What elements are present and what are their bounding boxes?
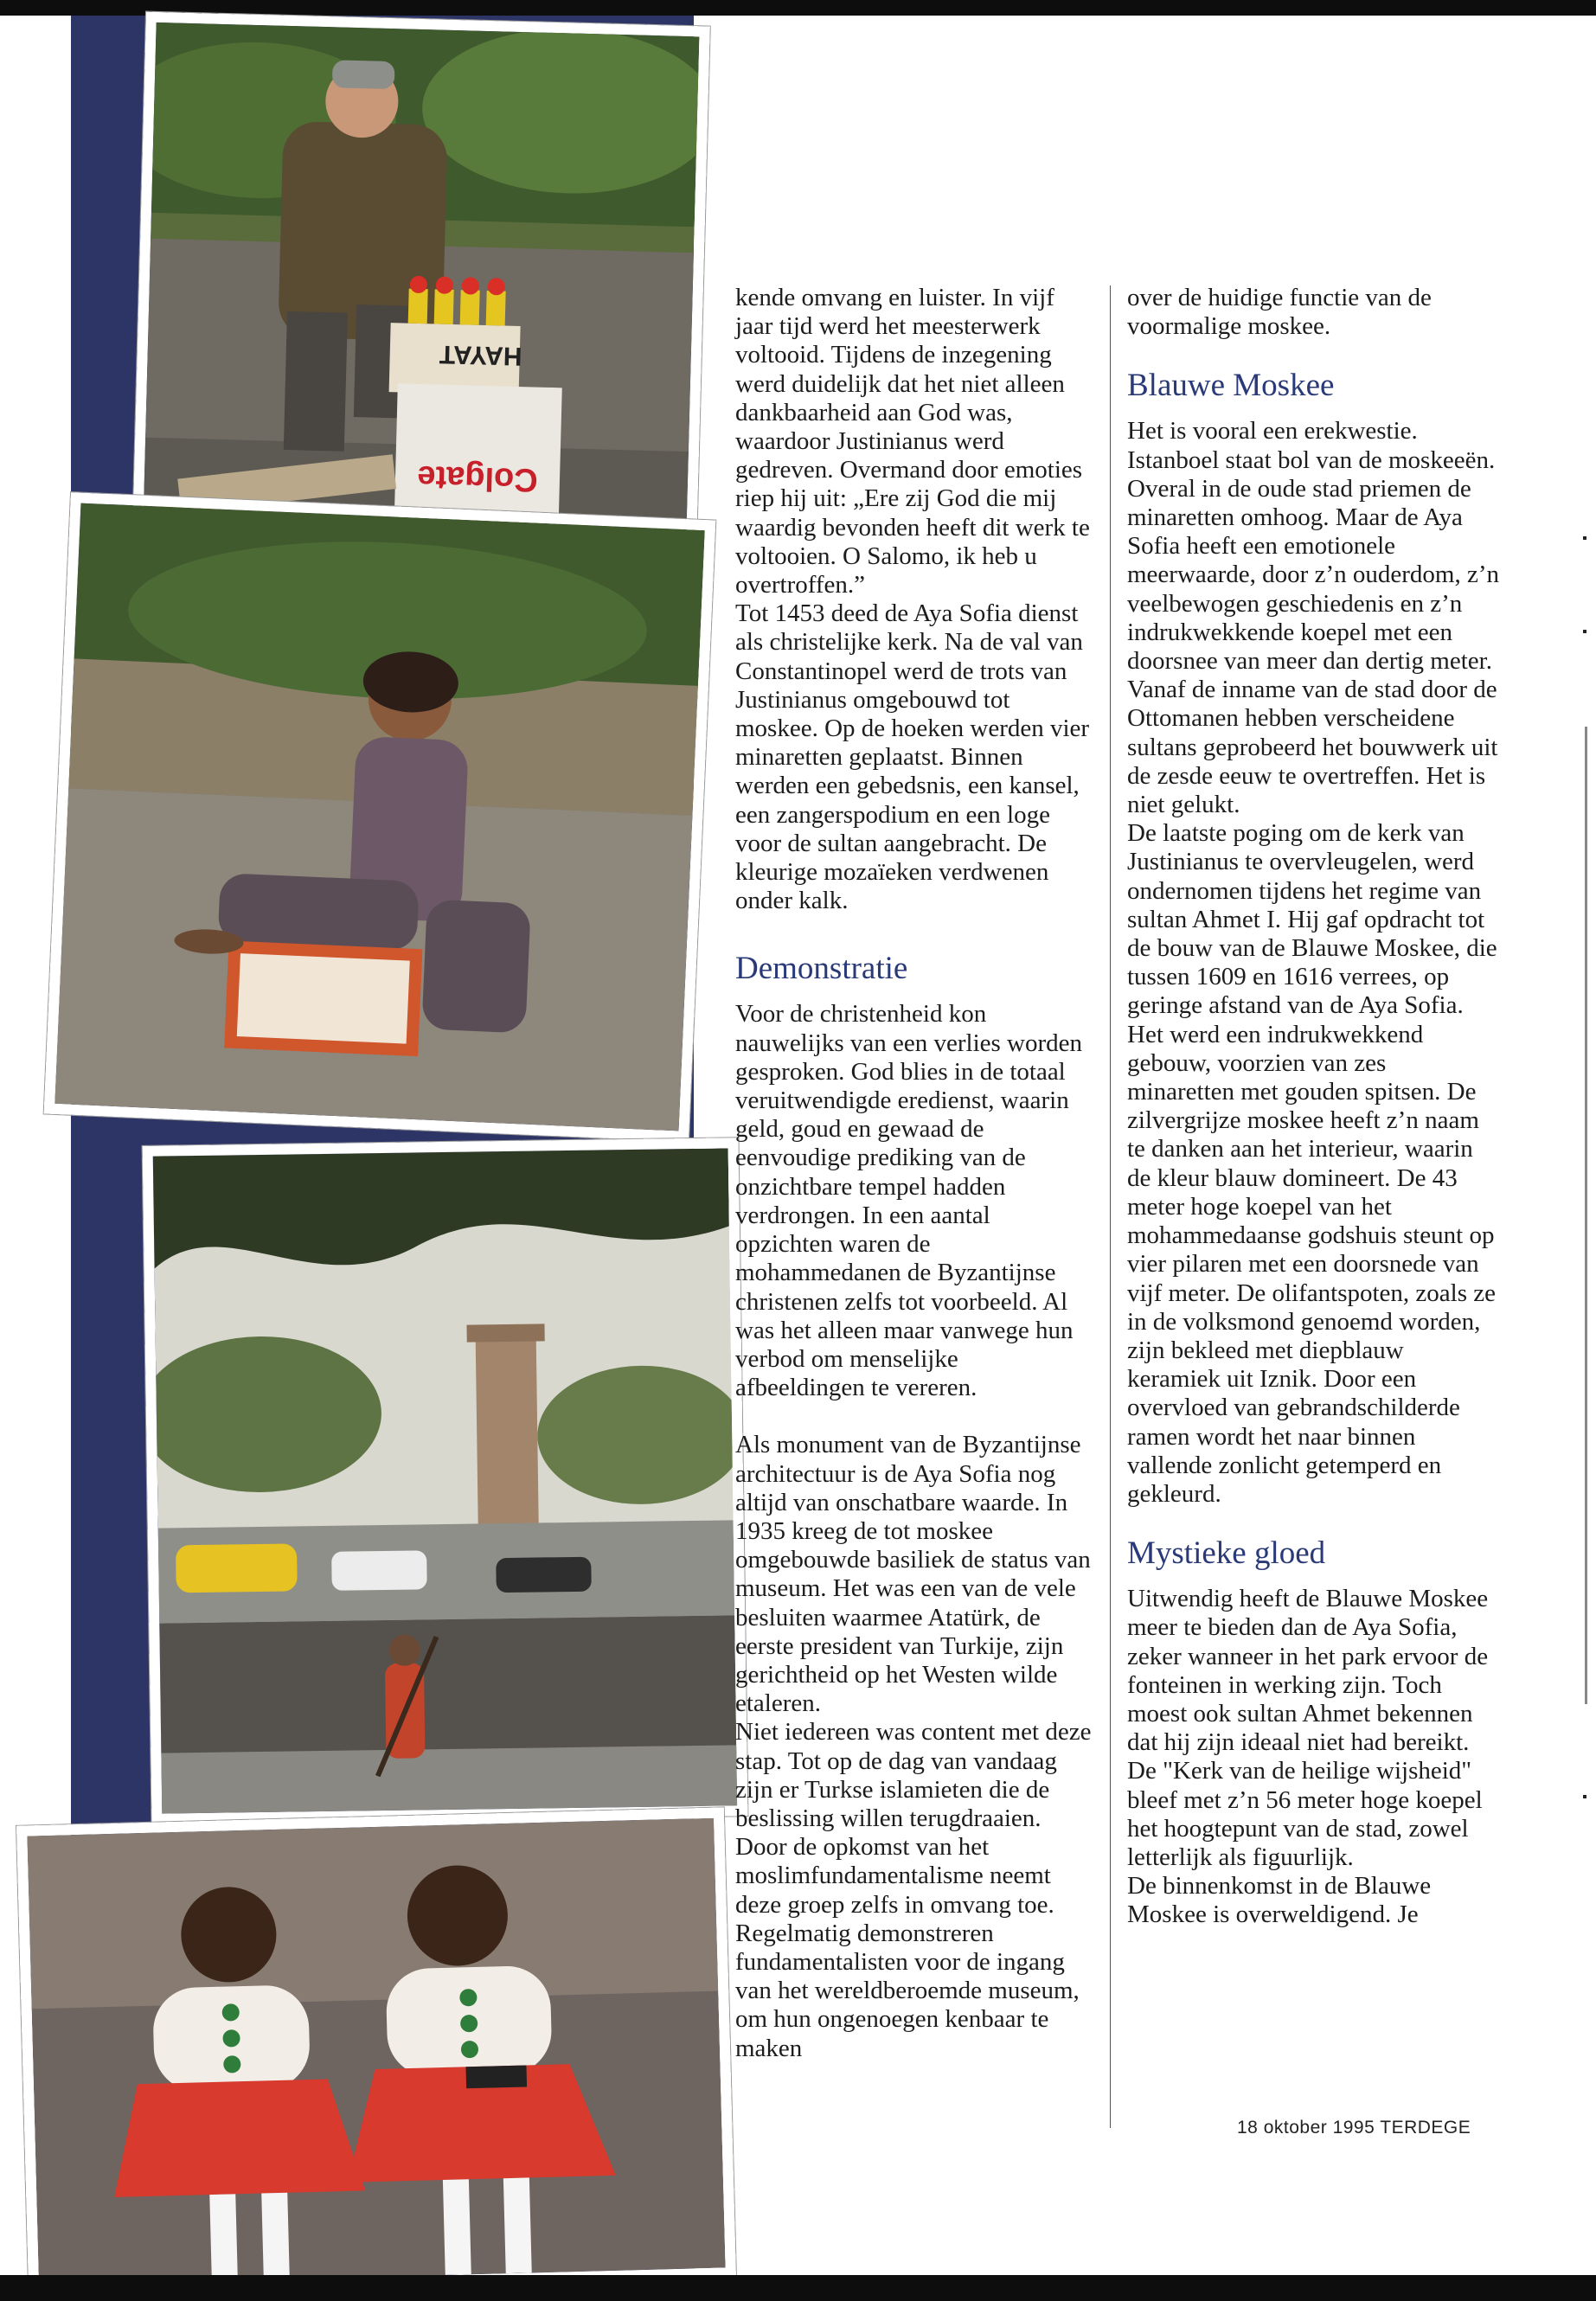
scan-edge-mark: [1585, 727, 1587, 1704]
column-separator: [1110, 285, 1111, 2128]
street-scene-image: [153, 1148, 738, 1813]
paragraph: Niet iedereen was content met deze stap. Tot op de dag van vandaag zijn er Turkse islamieten die de beslissing willen terugdraaien. Door de opkomst van het moslimfundamentalisme neemt deze groep zelfs in omvang toe. Regelmatig demonstreren fundamentalisten voor de ingang van het wereldberoemde museum, om hun ongenoegen kenbaar te maken: [735, 1718, 1092, 2062]
paragraph: Uitwendig heeft de Blauwe Moskee meer te bieden dan de Aya Sofia, zeker wanneer in het park ervoor de fonteinen in werking zijn. Toch moest ook sultan Ahmet bekennen dat hij zijn ideaal niet had bereikt. De "Kerk van de heilige wijsheid" bleef met z’n 56 meter hoge koepel het hoogtepunt van de stad, zowel letterlijk als figuurlijk.: [1127, 1585, 1489, 1871]
paragraph: Als monument van de Byzantijnse architectuur is de Aya Sofia nog altijd van onschatbare waarde. In 1935 kreeg de tot moskee omgebouwde basiliek de status van museum. Het was een van de vele besluiten waarmee Atatürk, de eerste president van Turkije, zijn gerichtheid op het Westen wilde etaleren.: [735, 1431, 1091, 1718]
bottom-rule: [0, 2275, 1596, 2301]
paragraph: kende omvang en luister. In vijf jaar tijd werd het meesterwerk voltooid. Tijdens de inzegening werd duidelijk dat het niet alleen dankbaarheid aan God was, waardoor Justinianus werd gedreven. Overmand door emoties riep hij uit: „Ere zij God die mij waardig bevonden heeft dit werk te voltooien. O Salomo, ik heb u overtroffen.”: [735, 284, 1090, 599]
section-heading-demonstratie: Demonstratie: [735, 951, 908, 987]
scan-edge-mark: [1583, 536, 1586, 540]
paragraph: Het is vooral een erekwestie. Istanboel staat bol van de moskeeën. Overal in de oude stad priemen de minaretten omhoog. Maar de Aya Sofia heeft een emotionele meerwaarde, door z’n ouderdom, z’n veelbewogen geschiedenis en z’n indrukwekkende koepel met een doorsnee van meer dan dertig meter. Vanaf de inname van de stad door de Ottomanen hebben verscheidene sultans geprobeerd het bouwwerk uit de zesde eeuw te overtreffen. Het is niet gelukt.: [1127, 417, 1499, 819]
paragraph: De laatste poging om de kerk van Justinianus te overvleugelen, werd ondernomen tijdens het regime van sultan Ahmet I. Hij gaf opdracht tot de bouw van de Blauwe Moskee, die tussen 1609 en 1616 verrees, op geringe afstand van de Aya Sofia. Het werd een indrukwekkend gebouw, voorzien van zes minaretten met gouden spitsen. De zilvergrijze moskee heeft z’n naam te danken aan het interieur, waarin de kleur blauw domineert. De 43 meter hoge koepel van het mohammedaanse godshuis steunt op vier pilaren met een doorsnede van vijf meter. De olifantspoten, zoals ze in de volksmond genoemd worden, zijn bekleed met diepblauw keramiek uit Iznik. Door een overvloed van gebrandschilderde ramen wordt het naar binnen vallende zonlicht getemperd en gekleurd.: [1127, 819, 1497, 1508]
photo-sitting-child: [44, 492, 716, 1142]
paragraph: Tot 1453 deed de Aya Sofia dienst als christelijke kerk. Na de val van Constantinopel werd de trots van Justinianus omgebouwd tot moskee. Op de hoeken werden vier minaretten geplaatst. Binnen werden een gebedsnis, een kansel, een zangerspodium en een loge voor de sultan aangebracht. De kleurige mozaïeken verdwenen onder kalk.: [735, 599, 1090, 915]
photo-street-scene: [143, 1138, 748, 1824]
two-girls-image: [27, 1818, 725, 2286]
sitting-child-image: [54, 503, 705, 1131]
top-rule: [0, 0, 1596, 16]
box-colgate-text: Colgate: [416, 458, 539, 498]
page-footer: 18 oktober 1995 TERDEGE: [1237, 2118, 1471, 2138]
paragraph: De binnenkomst in de Blauwe Moskee is overweldigend. Je: [1127, 1872, 1432, 1929]
section-heading-blauwe-moskee: Blauwe Moskee: [1127, 368, 1335, 404]
article-column-middle: [735, 284, 1092, 2063]
article-column-right: [1127, 284, 1499, 1930]
scan-edge-mark: [1583, 630, 1586, 633]
photo-two-girls: [16, 1807, 736, 2296]
paragraph: Voor de christenheid kon nauwelijks van een verlies worden gesproken. God blies in de totaal veruitwendigde eredienst, waarin geld, goud en gewaad de eenvoudige prediking van de onzichtbare tempel hadden verdrongen. In een aantal opzichten waren de mohammedanen de Byzantijnse christenen zelfs tot voorbeeld. Al was het alleen maar vanwege hun verbod om menselijke afbeeldingen te vereren.: [735, 1000, 1083, 1402]
paragraph: over de huidige functie van de voormalige moskee.: [1127, 284, 1432, 341]
box-hayat-text: HAYAT: [439, 339, 522, 371]
scan-edge-mark: [1583, 1795, 1586, 1798]
section-heading-mystieke-gloed: Mystieke gloed: [1127, 1535, 1326, 1572]
